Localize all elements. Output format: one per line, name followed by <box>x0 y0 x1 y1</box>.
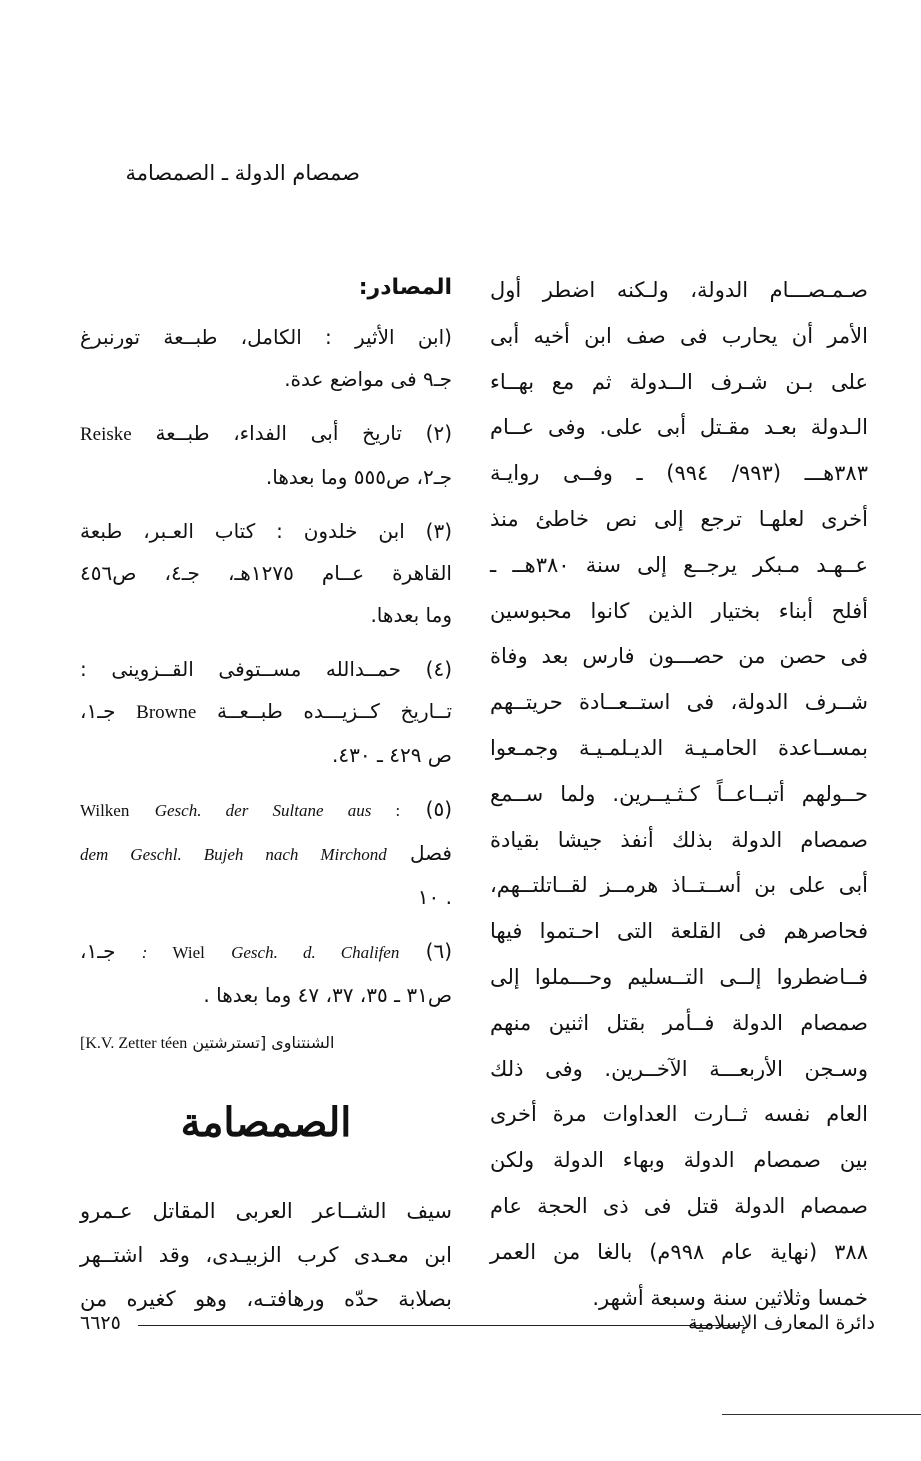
body-line: بمســاعدة الحامـيـة الديـلمـيـة وجمـعوا <box>490 735 868 760</box>
reference-line: (ابن الأثير : الكامل، طبــعة تورنبرغ <box>80 325 452 349</box>
body-line: شــرف الدولة، فى استــعــادة حريتــهم <box>490 690 868 715</box>
body-line: عــهـد مـبكر يرجــع إلى سنة ٣٨٠هــ ـ <box>490 552 868 577</box>
body-line: حــولهم أتبــاعــاً كـثـيــرين. ولما ســمع <box>490 781 868 806</box>
reference-latin: Browne <box>136 702 197 723</box>
reference-3 <box>80 510 452 636</box>
body-line: الـدولة بعـد مقـتل أبى على. وفى عــام <box>490 415 868 440</box>
reference-line: جـ٩ فى مواضع عدة. <box>284 367 452 391</box>
reference-line: جـ٢، ص٥٥٥ وما بعدها. <box>265 465 452 489</box>
reference-latin-italic: Gesch. d. Chalifen : <box>141 943 400 962</box>
scan-edge-line <box>722 1414 921 1415</box>
body-line: العام نفسه ثــارت العداوات مرة أخرى <box>490 1102 868 1127</box>
body-line: أفلح أبناء بختيار الذين كانوا محبوسين <box>490 598 868 623</box>
body-line: صمصام الدولة بذلك أنفذ جيشا بقيادة <box>490 827 868 852</box>
body-line: بين صمصام الدولة وبهاء الدولة ولكن <box>490 1148 868 1173</box>
article-line: سيف الشــاعر العربى المقاتل عـمرو <box>80 1199 452 1223</box>
reference-line: . ١٠ <box>417 885 452 909</box>
page-number: ٦٦٢٥ <box>80 1312 121 1334</box>
body-line: فحاصرهم فى القلعة التى احـتموا فيها <box>490 919 868 944</box>
reference-latin: Reiske <box>80 424 132 445</box>
reference-5 <box>80 788 452 918</box>
signature-latin: K.V. Zetter téen] <box>80 1035 188 1052</box>
article-title: الصمصامة <box>180 1099 352 1146</box>
reference-line <box>80 832 452 876</box>
reference-2 <box>80 412 452 498</box>
reference-text: جـ١، <box>80 939 116 963</box>
article-line: ابن معـدى كرب الزبيـدى، وقد اشتــهر <box>80 1243 452 1267</box>
reference-line: ص٣١ ـ ٣٥، ٣٧، ٤٧ وما بعدها . <box>203 983 452 1007</box>
reference-line <box>80 788 452 832</box>
author-signature <box>80 1028 452 1059</box>
body-line: خمسا وثلاثين سنة وسبعة أشهر. <box>592 1285 868 1310</box>
reference-text: جـ١، <box>80 699 116 723</box>
left-column <box>80 268 452 1321</box>
reference-text: (٢) تاريخ أبى الفداء، طبــعة <box>155 421 453 445</box>
reference-line <box>80 412 452 456</box>
reference-line: ص ٤٢٩ ـ ٤٣٠. <box>332 743 452 767</box>
body-line: ٣٨٨ (نهاية عام ٩٩٨م) بالغا من العمر <box>490 1239 868 1264</box>
body-line: أخرى لعلهـا ترجع إلى نص خاطئ منذ <box>490 506 868 531</box>
body-line: فى حصن من حصـــون فارس بعد وفاة <box>490 644 868 669</box>
publication-title: دائرة المعارف الإسلامية <box>688 1312 875 1334</box>
footer-rule <box>138 1325 744 1326</box>
body-line: الأمر أن يحارب فى صف ابن أخيه أبى <box>490 323 868 348</box>
reference-latin-italic: dem Geschl. Bujeh nach Mirchond <box>80 845 387 864</box>
body-line: صمصام الدولة فــأمر بقتل اثنين منهم <box>490 1010 868 1035</box>
reference-latin-italic: Gesch. der Sultane aus <box>154 801 372 820</box>
reference-line <box>80 690 452 734</box>
body-line: فــاضطروا إلــى التــسليم وحـــملوا إلى <box>490 964 868 989</box>
reference-number: (٦) <box>425 939 452 963</box>
body-line: ٣٨٣هـــ (٩٩٣/ ٩٩٤) ـ وفــى روايـة <box>490 461 868 486</box>
reference-text: تــاريخ كــزيـــده طبــعــة <box>216 699 453 723</box>
reference-line <box>80 930 452 974</box>
reference-line: (٣) ابن خلدون : كتاب العـبر، طبعة <box>80 519 452 543</box>
sources-heading: المصادر: <box>358 275 452 300</box>
right-column <box>490 268 868 1321</box>
page-footer <box>80 1308 875 1338</box>
reference-line: وما بعدها. <box>370 603 452 627</box>
reference-text: فصل <box>409 841 452 865</box>
reference-4 <box>80 648 452 776</box>
reference-6 <box>80 930 452 1016</box>
reference-number: (٥) <box>425 797 452 821</box>
body-line: أبى على بن أســتــاذ هرمــز لقــاتلتــهم، <box>490 873 868 898</box>
body-line: صمصام الدولة قتل فى ذى الحجة عام <box>490 1193 868 1218</box>
body-line: وسـجن الأربعـــة الآخــرين. وفى ذلك <box>490 1056 868 1081</box>
reference-latin: Wiel <box>172 943 205 962</box>
reference-1 <box>80 316 452 400</box>
reference-latin: : Wilken <box>80 801 401 820</box>
reference-line: القاهرة عــام ١٢٧٥هـ، جـ٤، ص٤٥٦ <box>80 561 452 585</box>
running-title: صمصام الدولة ـ الصمصامة <box>125 161 360 185</box>
signature-arabic: الشنتناوى [تسترشتين <box>192 1033 335 1052</box>
reference-line: (٤) حمــدالله مســتوفى القــزوينى : <box>80 657 452 681</box>
article-line: بصلابة حدّه ورهافتـه، وهو كغيره من <box>80 1287 452 1311</box>
body-line: صـمـصـــام الدولة، ولـكنه اضطر أول <box>490 278 868 302</box>
body-line: على بـن شـرف الــدولة ثم مع بهــاء <box>490 369 868 394</box>
